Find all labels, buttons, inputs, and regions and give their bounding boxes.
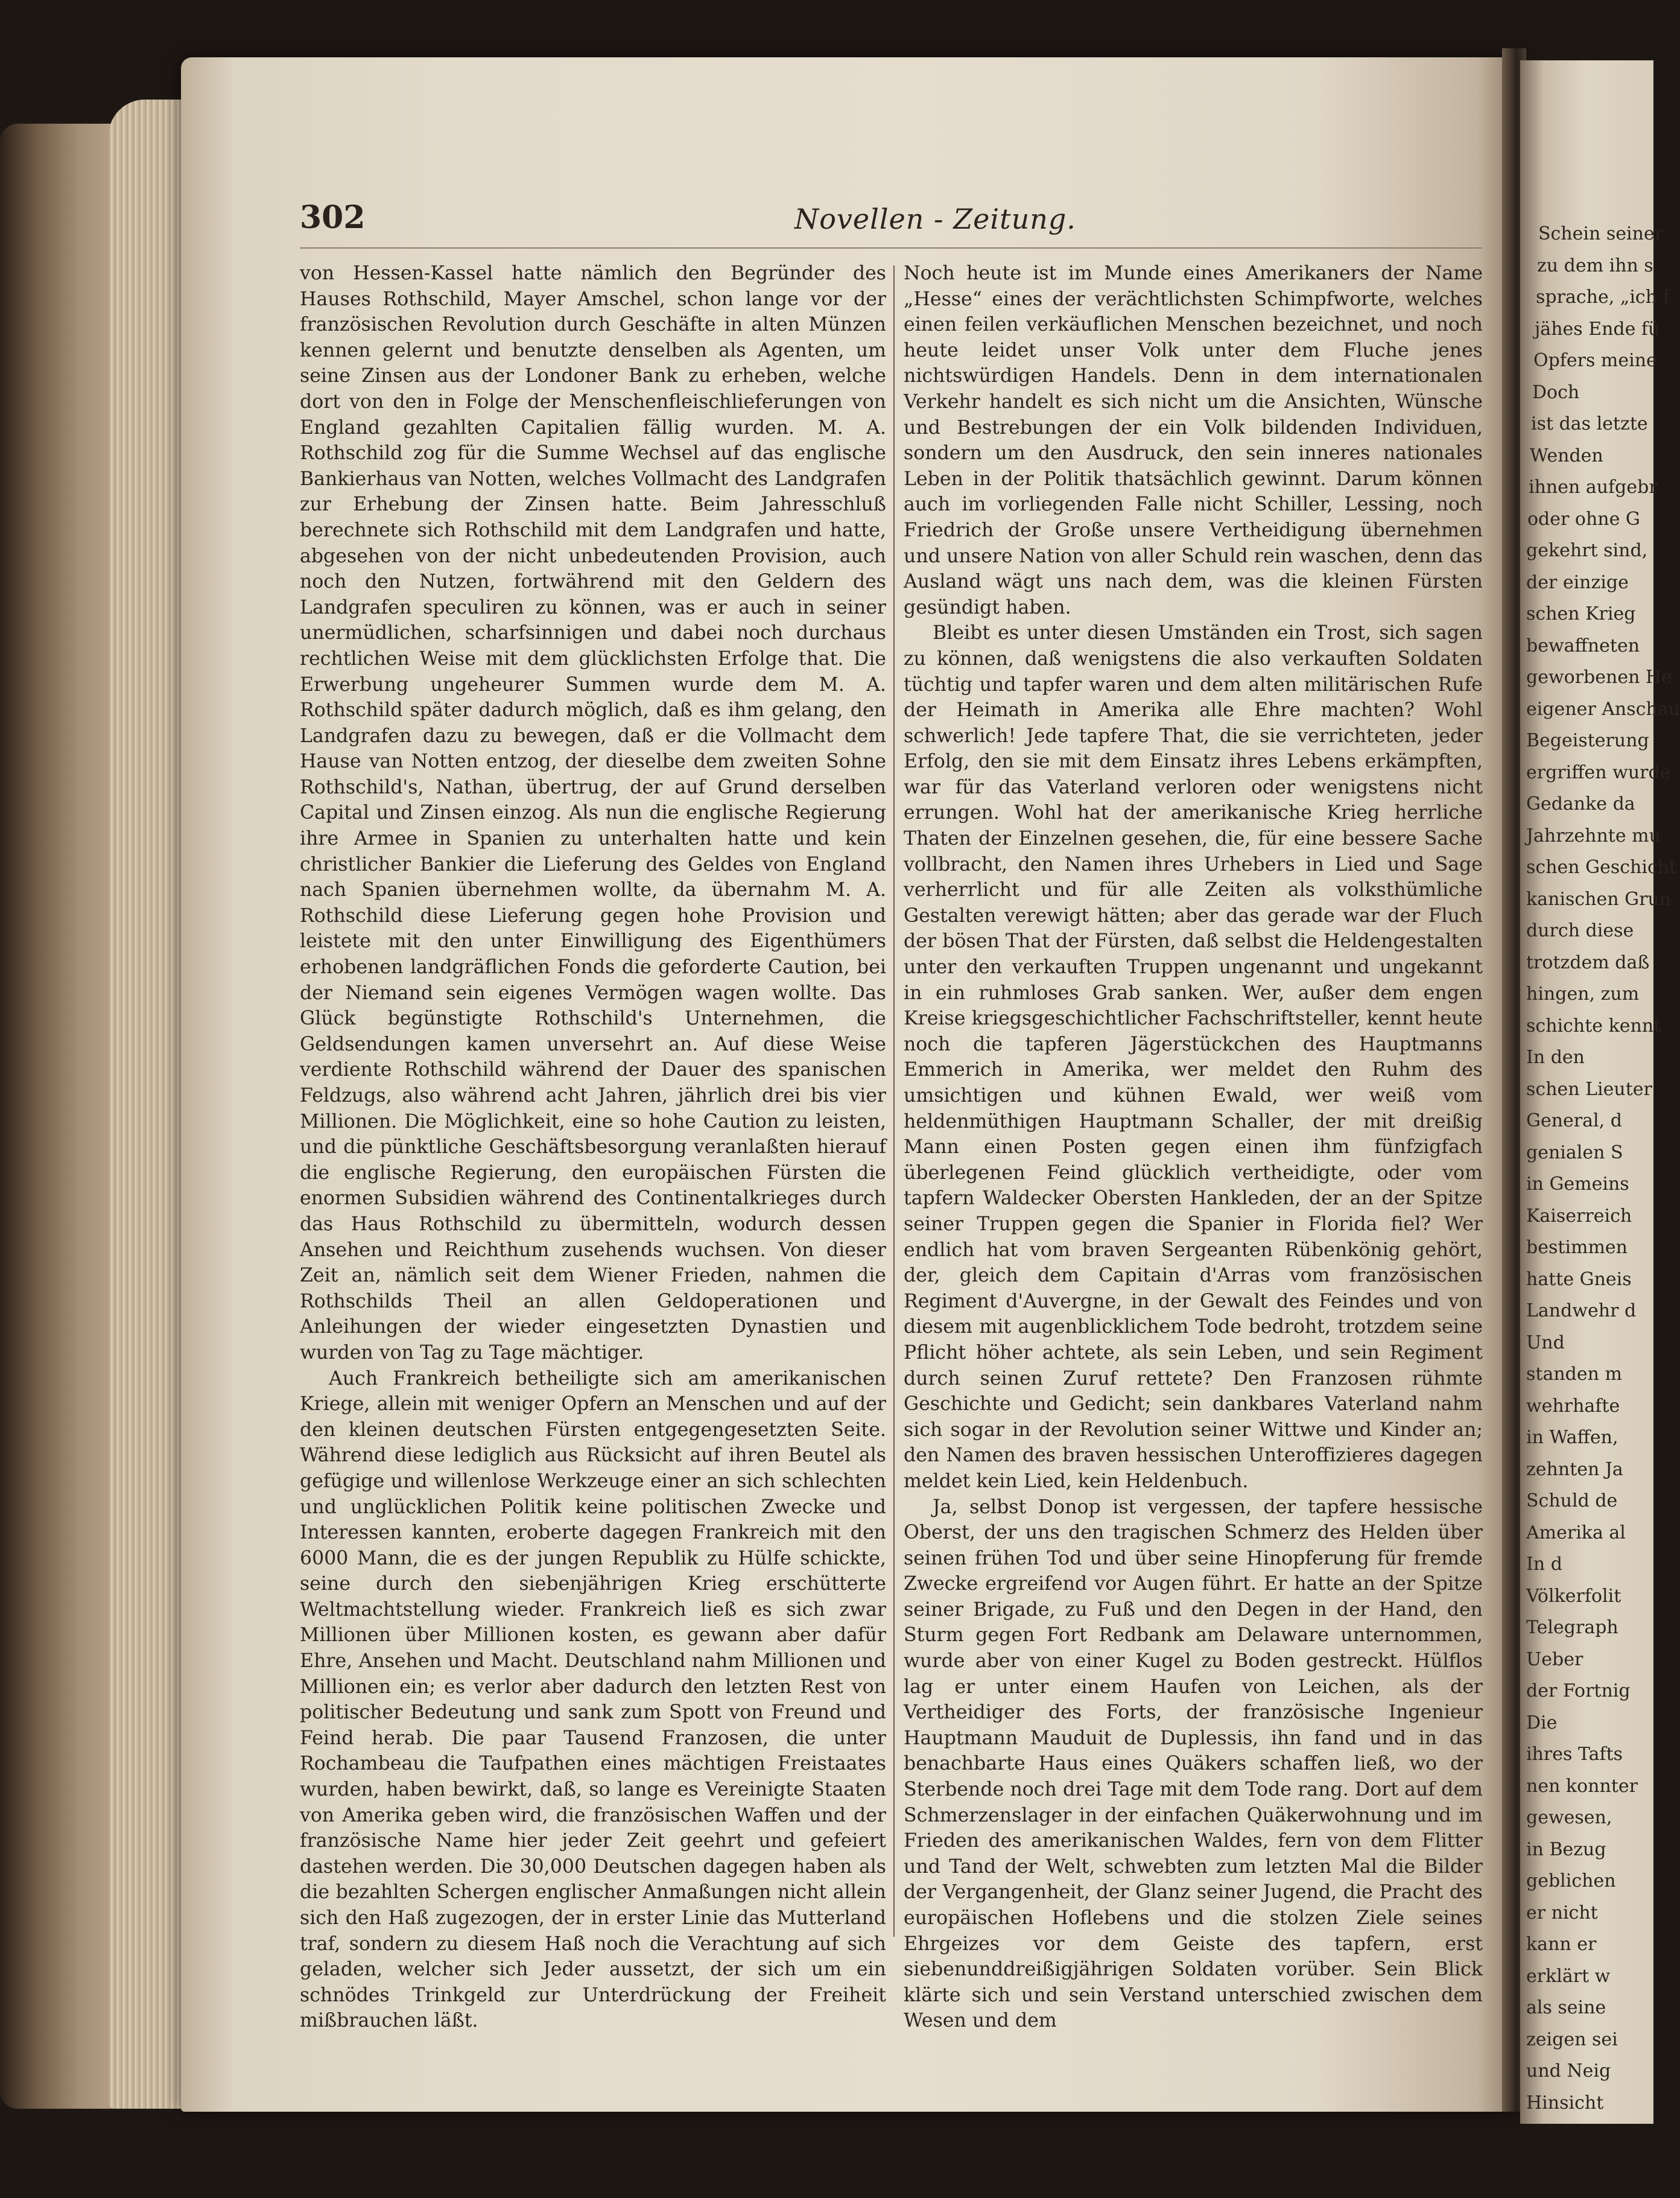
facing-page-line: jähes Ende fü	[1535, 318, 1660, 340]
facing-page-line: bestimmen	[1526, 1237, 1628, 1258]
facing-page-line: kanischen Grun	[1526, 888, 1672, 910]
facing-page-line: gekehrt sind,	[1526, 540, 1648, 561]
running-head	[300, 199, 1156, 241]
facing-page-line: standen m	[1526, 1364, 1622, 1385]
facing-page-line: gewesen,	[1526, 1807, 1612, 1828]
facing-page-line: zeigen sei	[1526, 2028, 1618, 2050]
facing-page-line: sprache, „ich f	[1536, 287, 1670, 308]
paragraph: Auch Frankreich betheiligte sich am amerikanischen Kriege, allein mit weniger Opfern an Menschen und auf der den kleinen deutschen Fürsten entgegengesetzten Seite. Während diese lediglich aus Rücksicht auf ihren Beutel als gefügige und willenlose Werkzeuge einer an sich schlechten und unglücklichen Politik keine politischen Zwecke und Interessen kannten, eroberte dagegen Frankreich mit den 6000 Mann, die es der jungen Republik zu Hülfe schickte, seine durch den siebenjährigen Krieg erschütterte Weltmachtstellung wieder. Frankreich ließ es sich zwar Millionen über Millionen kosten, es gewann aber dafür Ehre, Ansehen und Macht. Deutschland nahm Millionen und Millionen ein; es verlor aber dadurch den letzten Rest von politischer Bedeutung und sank zum Spott von Freund und Feind herab. Die paar Tausend Franzosen, die unter Rochambeau die Taufpathen eines mächtigen Freistaates wurden, haben bewirkt, daß, so lange es Vereinigte Staaten von Amerika geben wird, die französischen Waffen und der französische Name hier jeder Zeit geehrt und gefeiert dastehen werden. Die 30,000 Deutschen dagegen haben als die bezahlten Schergen englischer Anmaßungen nicht allein sich den Haß zugezogen, der in erster Linie das Mutterland traf, sondern zu diesem Haß noch die Verachtung auf sich geladen, welcher sich Jeder aussetzt, der sich um ein schnödes Trinkgeld zur Unterdrückung der Freiheit mißbrauchen läßt.	[300, 1367, 886, 2032]
facing-page-fragment	[1520, 60, 1680, 2124]
facing-page-line: zu dem ihn s	[1537, 255, 1653, 276]
facing-page-line: Jahrzehnte mu	[1526, 825, 1661, 846]
facing-page-line: schen Lieuter	[1526, 1078, 1652, 1100]
facing-page-line: geworbenen He	[1526, 667, 1672, 688]
paragraph: Noch heute ist im Munde eines Amerikaners der Name „Hesse“ eines der verächtlichsten Schimpfworte, welches einen feilen verkäuflichen Menschen bezeichnet, und noch heute leidet unser Volk unter dem Fluche jenes nichtswürdigen Handels. Denn in dem internationalen Verkehr handelt es sich nicht um die Ansichten, Wünsche und Bestrebungen der ein Volk bildenden Individuen, sondern um den Ausdruck, den sein inneres nationales Leben in der Politik thatsächlich gewinnt. Darum können auch im vorliegenden Falle nicht Schiller, Lessing, noch Friedrich der Große unsere Vertheidigung übernehmen und unsere Nation von aller Schuld rein waschen, denn das Ausland wägt uns nach dem, was die kleinen Fürsten gesündigt haben.	[904, 262, 1483, 618]
facing-page-line: geblichen	[1526, 1870, 1616, 1891]
facing-page-line: Opfers meine	[1533, 350, 1657, 371]
facing-page-line: Begeisterung	[1526, 730, 1649, 751]
facing-page-line: Kaiserreich	[1526, 1205, 1632, 1227]
paragraph: Ja, selbst Donop ist vergessen, der tapfere hessische Oberst, der uns den tragischen Schmerz des Helden über seinen frühen Tod und über seine Hinopferung für fremde Zwecke ergreifend vor Augen führt. Er hatte an der Spitze seiner Brigade, zu Fuß und den Degen in der Hand, den Sturm gegen Fort Redbank am Delaware unternommen, wurde aber von einer Kugel zu Boden gestreckt. Hülflos lag er unter einem Haufen von Leichen, als der Vertheidiger des Forts, der französische Ingenieur Hauptmann Mauduit de Duplessis, ihn fand und in das benachbarte Haus eines Quäkers schaffen ließ, wo der Sterbende noch drei Tage mit dem Tode rang. Dort auf dem Schmerzenslager in der einfachen Quäkerwohnung und im Frieden des amerikanischen Waldes, fern von dem Flitter und Tand der Welt, schwebten zum letzten Mal die Bilder der Vergangenheit, der Glanz seiner Jugend, die Pracht des europäischen Hoflebens und die stolzen Ziele seines Ehrgeizes vor dem Geiste des tapfern, erst siebenunddreißigjährigen Soldaten vorüber. Sein Blick klärte sich und sein Verstand unterschied zwischen dem Wesen und dem	[904, 1496, 1483, 2032]
facing-page-line: Die	[1526, 1712, 1558, 1733]
facing-page-line: ist das letzte	[1531, 413, 1648, 434]
facing-page-line: oder ohne G	[1527, 508, 1640, 530]
facing-page-line: In d	[1526, 1554, 1562, 1575]
facing-page-line: Landwehr d	[1526, 1300, 1637, 1321]
facing-page-line: In den	[1526, 1047, 1585, 1068]
facing-page-line: wehrhafte	[1526, 1395, 1620, 1417]
facing-page-line: der einzige	[1526, 571, 1629, 593]
facing-page-line: zehnten Ja	[1526, 1458, 1623, 1480]
facing-page-line: trotzdem daß	[1526, 951, 1650, 973]
facing-page-line: Gedanke da	[1526, 793, 1635, 815]
facing-page-line: ihnen aufgebr	[1529, 477, 1658, 498]
facing-page-line: Und	[1526, 1332, 1565, 1353]
facing-page-line: ihres Tafts	[1526, 1744, 1623, 1765]
facing-page-line: ergriffen wurde	[1526, 761, 1671, 783]
facing-page-line: der Fortnig	[1526, 1680, 1631, 1701]
facing-page-line: und Neig	[1526, 2060, 1611, 2082]
facing-page-line: hingen, zum	[1526, 983, 1640, 1005]
facing-page-line: in Waffen,	[1526, 1427, 1618, 1448]
facing-page-line: Wenden	[1530, 445, 1603, 466]
facing-page-line: schichte kennt	[1526, 1015, 1661, 1037]
facing-page-line: hatte Gneis	[1526, 1268, 1632, 1290]
page-title: Novellen - Zeitung.	[794, 203, 1076, 235]
facing-page-line: schen Geschicht	[1526, 857, 1677, 878]
facing-page-line: Telegraph	[1526, 1617, 1618, 1638]
facing-page-line: erklärt w	[1526, 1965, 1611, 1987]
facing-page-line: in Bezug	[1526, 1838, 1606, 1860]
facing-page-line: Schuld de	[1526, 1490, 1618, 1511]
facing-page-line: nen konnter	[1526, 1775, 1638, 1797]
facing-page-line: Amerika al	[1526, 1522, 1626, 1543]
facing-page-line: durch diese	[1526, 920, 1634, 941]
facing-page-line: Hinsicht	[1526, 2092, 1604, 2114]
right-column	[904, 261, 1483, 2034]
facing-page-line: er nicht	[1526, 1902, 1598, 1923]
facing-page-line: eigener Anschau	[1526, 698, 1680, 720]
facing-page-line: in Gemeins	[1526, 1174, 1629, 1195]
facing-page-line: Völkerfolit	[1526, 1585, 1621, 1607]
column-rule	[893, 265, 895, 1937]
facing-page-line: Schein seiner	[1538, 223, 1664, 244]
facing-page-line: genialen S	[1526, 1142, 1623, 1163]
facing-page-line: bewaffneten	[1526, 635, 1640, 656]
paragraph: Bleibt es unter diesen Umständen ein Trost, sich sagen zu können, daß wenigstens die also verkauften Soldaten tüchtig und tapfer waren und dem alten militärischen Rufe der Heimath in Amerika alle Ehre machten? Wohl schwerlich! Jede tapfere That, die sie verrichteten, jeder Erfolg, den sie mit dem Einsatz ihres Lebens erkämpften, war für das Vaterland verloren oder wenigstens nicht errungen. Wohl hat der amerikanische Krieg herrliche Thaten der Einzelnen gesehen, die, für eine bessere Sache vollbracht, den Namen ihres Urhebers in Lied und Sage verherrlicht und für alle Zeiten als volksthümliche Gestalten verewigt hätten; aber das gerade war der Fluch der bösen That der Fürsten, daß selbst die Heldengestalten unter den verkauften Truppen ungenannt und ungekannt in ein ruhmloses Grab sanken. Wer, außer dem engen Kreise kriegsgeschichtlicher Fachschriftsteller, kennt heute noch die tapferen Jägerstückchen des Hauptmanns Emmerich in Amerika, wer meldet den Ruhm des umsichtigen und kühnen Ewald, wer weiß vom heldenmüthigen Hauptmann Schaller, der mit dreißig Mann einen Posten gegen einen ihm fünfzigfach überlegenen Feind glücklich vertheidigte, oder vom tapfern Waldecker Obersten Hankleden, der an der Spitze seiner Truppen gegen die Spanier in Florida fiel? Wer endlich hat vom braven Sergeanten Rübenkönig gehört, der, gleich dem Capitain d'Arras vom französischen Regiment d'Auvergne, in der Gewalt des Feindes und von diesem mit augenblicklichem Tode bedroht, trotzdem seine Pflicht höher achtete, als sein Leben, und sein Regiment durch seinen Zuruf rettete? Den Franzosen rühmte Geschichte und Gedicht; sein dankbares Vaterland nahm sich sogar in der Revolution seiner Wittwe und Kinder an; den Namen des braven hessischen Unteroffizieres dagegen meldet kein Lied, kein Heldenbuch.	[904, 622, 1483, 1492]
left-column	[300, 261, 886, 2034]
page-number: 302	[300, 199, 366, 236]
paragraph: von Hessen-Kassel hatte nämlich den Begründer des Hauses Rothschild, Mayer Amschel, schon lange vor der französischen Revolution durch Geschäfte in alten Münzen kennen gelernt und benutzte denselben als Agenten, um seine Zinsen aus der Londoner Bank zu erheben, welche dort von den in Folge der Menschenfleischlieferungen von England gezahlten Capitalien fällig wurden. M. A. Rothschild zog für die Summe Wechsel auf das englische Bankierhaus van Notten, welches Vollmacht des Landgrafen zur Erhebung der Zinsen hatte. Beim Jahresschluß berechnete sich Rothschild mit dem Landgrafen und hatte, abgesehen von der nicht unbedeutenden Provision, auch noch den Nutzen, fortwährend mit den Geldern des Landgrafen speculiren zu können, was er auch in seiner unermüdlichen, scharfsinnigen und dabei noch durchaus rechtlichen Weise mit dem glücklichsten Erfolge that. Die Erwerbung ungeheurer Summen wurde dem M. A. Rothschild später dadurch möglich, daß es ihm gelang, den Landgrafen dazu zu bewegen, daß er die Vollmacht dem Hause van Notten entzog, der dieselbe dem zweiten Sohne Rothschild's, Nathan, übertrug, der auf Grund derselben Capital und Zinsen einzog. Als nun die englische Regierung ihre Armee in Spanien zu unterhalten hatte und kein christlicher Bankier die Lieferung des Geldes von England nach Spanien übernehmen wollte, da übernahm M. A. Rothschild diese Lieferung gegen hohe Provision und leistete mit den unter Einwilligung des Eigenthümers erhobenen landgräflichen Fonds die geforderte Caution, bei der Niemand sein eigenes Vermögen wagen wollte. Das Glück begünstigte Rothschild's Unternehmen, die Geldsendungen kamen unversehrt an. Auf diese Weise verdiente Rothschild während der Dauer des spanischen Feldzugs, also während acht Jahren, jährlich drei bis vier Millionen. Die Möglichkeit, eine so hohe Caution zu leisten, und die pünktliche Geschäftsbesorgung veranlaßten hierauf die englische Regierung, den europäischen Fürsten die enormen Subsidien während des Continentalkrieges durch das Haus Rothschild zu übermitteln, wodurch dessen Ansehen und Reichthum zusehends wuchsen. Von dieser Zeit an, nämlich seit dem Wiener Frieden, nahmen die Rothschilds Theil an allen Geldoperationen und Anleihungen der wieder eingesetzten Dynastien und wurden von Tag zu Tage mächtiger.	[300, 262, 886, 1364]
facing-page-line: General, d	[1526, 1110, 1622, 1131]
header-rule	[300, 247, 1482, 249]
facing-page-line: als seine	[1526, 1997, 1606, 2018]
facing-page-line: Ueber	[1526, 1648, 1583, 1670]
facing-page-line: schen Krieg	[1526, 603, 1636, 624]
facing-page-line: kann er	[1526, 1934, 1597, 1955]
facing-page-line: Doch	[1532, 381, 1580, 403]
